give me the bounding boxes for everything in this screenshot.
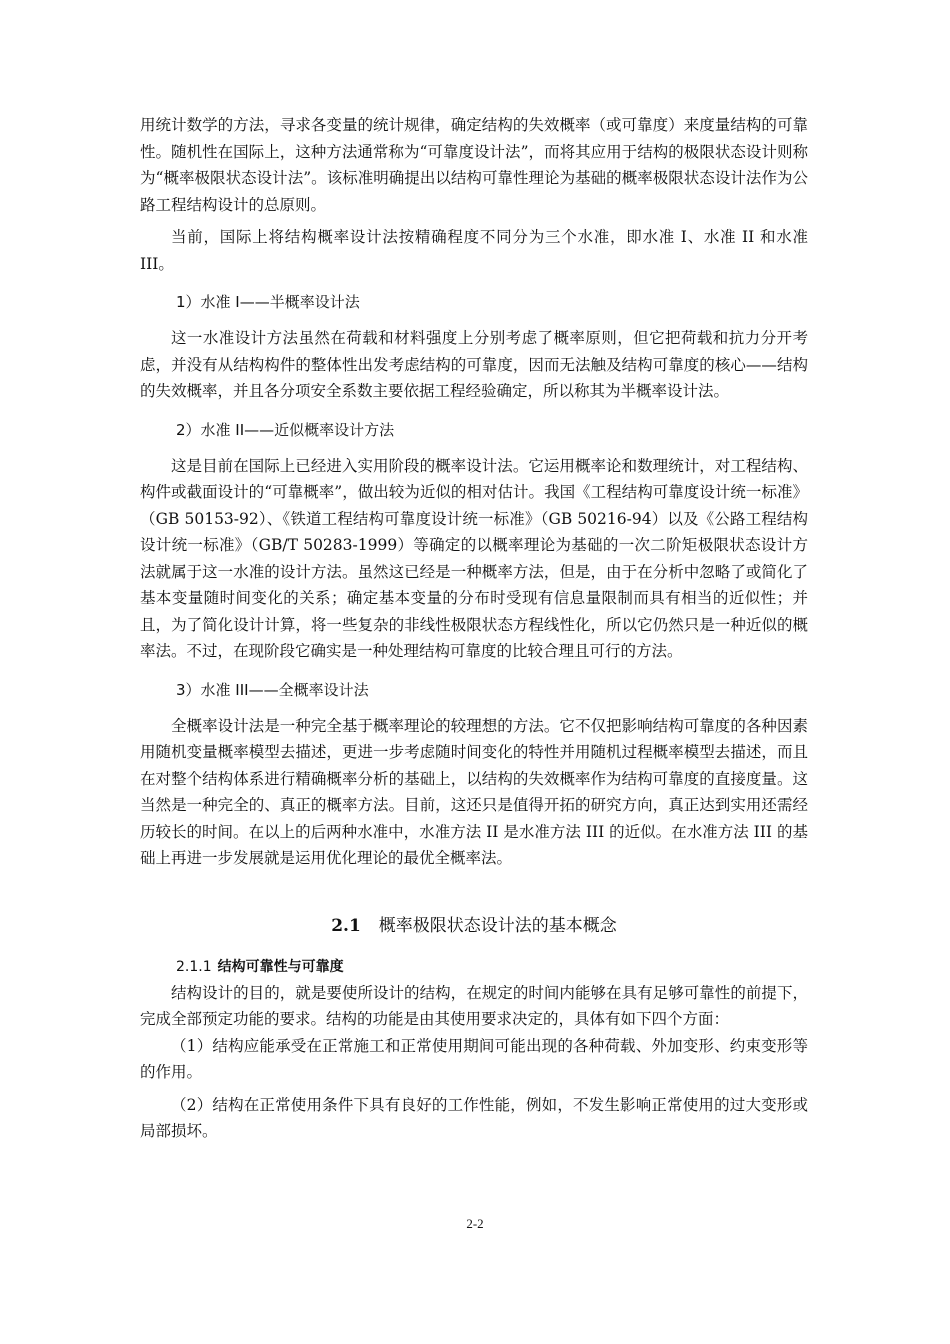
section-heading bbox=[140, 912, 808, 940]
section-number: 2.1 bbox=[331, 915, 361, 936]
intro-paragraph: 用统计数学的方法，寻求各变量的统计规律，确定结构的失效概率（或可靠度）来度量结构的可靠性。随机性在国际上，这种方法通常称为“可靠度设计法”，而将其应用于结构的极限状态设计则称为“概率极限状态设计法”。该标准明确提出以结构可靠性理论为基础的概率极限状态设计法作为公路工程结构设计的总原则。 bbox=[140, 116, 808, 214]
level-2-heading: 2）水准 II——近似概率设计方法 bbox=[176, 420, 395, 439]
subsection-title: 结构可靠性与可靠度 bbox=[217, 958, 344, 975]
subsection-intro-paragraph: 结构设计的目的，就是要使所设计的结构，在规定的时间内能够在具有足够可靠性的前提下，完成全部预定功能的要求。结构的功能是由其使用要求决定的，具体有如下四个方面： bbox=[140, 983, 808, 1028]
function-item-2: （2）结构在正常使用条件下具有良好的工作性能，例如，不发生影响正常使用的过大变形或局部损坏。 bbox=[140, 1095, 808, 1140]
level-1-paragraph: 这一水准设计方法虽然在荷载和材料强度上分别考虑了概率原则，但它把荷载和抗力分开考虑，并没有从结构构件的整体性出发考虑结构的可靠度，因而无法触及结构可靠度的核心——结构的失效概率，并且各分项安全系数主要依据工程经验确定，所以称其为半概率设计法。 bbox=[140, 329, 808, 400]
level-2-paragraph: 这是目前在国际上已经进入实用阶段的概率设计法。它运用概率论和数理统计，对工程结构、构件或截面设计的“可靠概率”，做出较为近似的相对估计。我国《工程结构可靠度设计统一标准》（GB 50153-92）、《铁道工程结构可靠度设计统一标准》（GB 50216-94）以及《公路工程结构设计统一标准》（GB/T 50283-1999）等确定的以概率理论为基础的一次二阶矩极限状态设计方法就属于这一水准的设计方法。虽然这已经是一种概率方法，但是，由于在分析中忽略了或简化了基本变量随时间变化的关系；确定基本变量的分布时受现有信息量限制而具有相当的近似性；并且，为了简化设计计算，将一些复杂的非线性极限状态方程线性化，所以它仍然只是一种近似的概率法。不过，在现阶段它确实是一种处理结构可靠度的比较合理且可行的方法。 bbox=[140, 456, 808, 660]
function-item-1: （1）结构应能承受在正常施工和正常使用期间可能出现的各种荷载、外加变形、约束变形等的作用。 bbox=[140, 1036, 808, 1081]
subsection-heading bbox=[176, 956, 808, 978]
subsection-number: 2.1.1 bbox=[176, 958, 212, 975]
levels-intro-paragraph: 当前，国际上将结构概率设计法按精确程度不同分为三个水准，即水准 I、水准 II 和水准 III。 bbox=[140, 228, 808, 273]
level-3-paragraph: 全概率设计法是一种完全基于概率理论的较理想的方法。它不仅把影响结构可靠度的各种因素用随机变量概率模型去描述，更进一步考虑随时间变化的特性并用随机过程概率模型去描述，而且在对整个结构体系进行精确概率分析的基础上，以结构的失效概率作为结构可靠度的直接度量。这当然是一种完全的、真正的概率方法。目前，这还只是值得开拓的研究方向，真正达到实用还需经历较长的时间。在以上的后两种水准中，水准方法 II 是水准方法 III 的近似。在水准方法 III 的基础上再进一步发展就是运用优化理论的最优全概率法。 bbox=[140, 716, 808, 867]
level-3-heading: 3）水准 III——全概率设计法 bbox=[176, 680, 369, 699]
page-body bbox=[140, 112, 808, 1145]
section-title: 概率极限状态设计法的基本概念 bbox=[378, 915, 617, 936]
page-number: 2-2 bbox=[466, 1216, 484, 1231]
level-1-heading: 1）水准 I——半概率设计法 bbox=[176, 293, 360, 311]
